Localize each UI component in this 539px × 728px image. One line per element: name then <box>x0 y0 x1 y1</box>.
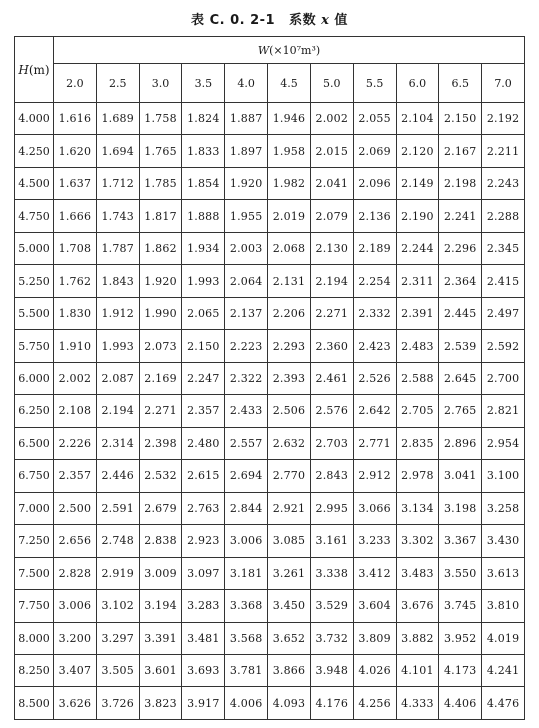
table-cell: 2.254 <box>353 265 396 297</box>
table-cell: 2.700 <box>482 362 525 394</box>
table-row <box>15 557 525 589</box>
table-caption-label: 表 C. 0. 2-1 <box>191 13 276 28</box>
table-cell: 2.015 <box>310 135 353 167</box>
column-header: 7.0 <box>482 64 525 103</box>
table-cell: 4.006 <box>225 687 268 720</box>
column-header: 5.0 <box>310 64 353 103</box>
table-row <box>15 135 525 167</box>
table-cell: 3.866 <box>268 654 311 686</box>
table-cell: 2.206 <box>268 297 311 329</box>
table-cell: 1.993 <box>96 330 139 362</box>
table-cell: 2.398 <box>139 427 182 459</box>
table-cell: 2.576 <box>310 395 353 427</box>
table-row <box>15 687 525 720</box>
table-cell: 1.910 <box>54 330 97 362</box>
table-cell: 1.616 <box>54 103 97 135</box>
row-header-cell: 4.500 <box>15 167 54 199</box>
table-cell: 3.726 <box>96 687 139 720</box>
row-header-cell: 4.250 <box>15 135 54 167</box>
table-cell: 2.954 <box>482 427 525 459</box>
table-cell: 4.173 <box>439 654 482 686</box>
table-cell: 2.656 <box>54 525 97 557</box>
table-cell: 2.364 <box>439 265 482 297</box>
table-cell: 3.181 <box>225 557 268 589</box>
table-row <box>15 492 525 524</box>
table-cell: 2.557 <box>225 427 268 459</box>
table-cell: 1.787 <box>96 232 139 264</box>
table-cell: 3.781 <box>225 654 268 686</box>
table-cell: 3.134 <box>396 492 439 524</box>
table-cell: 2.391 <box>396 297 439 329</box>
table-cell: 2.211 <box>482 135 525 167</box>
table-cell: 2.526 <box>353 362 396 394</box>
table-cell: 1.897 <box>225 135 268 167</box>
column-header: 4.0 <box>225 64 268 103</box>
table-row <box>15 525 525 557</box>
table-cell: 3.430 <box>482 525 525 557</box>
table-caption <box>0 9 539 28</box>
table-cell: 2.828 <box>54 557 97 589</box>
table-cell: 2.150 <box>439 103 482 135</box>
table-cell: 2.705 <box>396 395 439 427</box>
table-cell: 2.694 <box>225 460 268 492</box>
table-cell: 2.592 <box>482 330 525 362</box>
table-cell: 2.679 <box>139 492 182 524</box>
table-cell: 1.888 <box>182 200 225 232</box>
table-cell: 2.244 <box>396 232 439 264</box>
table-cell: 3.948 <box>310 654 353 686</box>
table-cell: 2.192 <box>482 103 525 135</box>
table-cell: 2.423 <box>353 330 396 362</box>
table-cell: 2.835 <box>396 427 439 459</box>
table-cell: 2.149 <box>396 167 439 199</box>
row-header-cell: 8.250 <box>15 654 54 686</box>
table-cell: 4.406 <box>439 687 482 720</box>
column-group-unit: (×10⁷m³) <box>269 43 321 57</box>
table-cell: 1.830 <box>54 297 97 329</box>
table-cell: 3.258 <box>482 492 525 524</box>
table-cell: 1.854 <box>182 167 225 199</box>
table-cell: 2.226 <box>54 427 97 459</box>
row-header-label <box>15 37 54 103</box>
table-cell: 2.615 <box>182 460 225 492</box>
table-cell: 2.002 <box>310 103 353 135</box>
table-cell: 2.190 <box>396 200 439 232</box>
table-cell: 2.296 <box>439 232 482 264</box>
table-cell: 2.137 <box>225 297 268 329</box>
table-cell: 3.006 <box>54 590 97 622</box>
table-cell: 2.271 <box>139 395 182 427</box>
table-cell: 2.357 <box>182 395 225 427</box>
row-header-cell: 6.750 <box>15 460 54 492</box>
table-cell: 3.302 <box>396 525 439 557</box>
table-cell: 2.332 <box>353 297 396 329</box>
table-cell: 3.041 <box>439 460 482 492</box>
table-cell: 4.101 <box>396 654 439 686</box>
table-cell: 2.068 <box>268 232 311 264</box>
table-cell: 2.433 <box>225 395 268 427</box>
table-cell: 2.247 <box>182 362 225 394</box>
table-cell: 2.019 <box>268 200 311 232</box>
table-column-header-row <box>15 64 525 103</box>
table-row <box>15 427 525 459</box>
table-cell: 4.476 <box>482 687 525 720</box>
table-cell: 2.073 <box>139 330 182 362</box>
row-header-cell: 5.750 <box>15 330 54 362</box>
table-cell: 2.446 <box>96 460 139 492</box>
table-cell: 3.550 <box>439 557 482 589</box>
row-header-cell: 5.000 <box>15 232 54 264</box>
table-cell: 1.920 <box>139 265 182 297</box>
table-cell: 2.843 <box>310 460 353 492</box>
row-header-unit: (m) <box>28 62 50 77</box>
table-cell: 2.844 <box>225 492 268 524</box>
table-cell: 2.041 <box>310 167 353 199</box>
table-cell: 2.445 <box>439 297 482 329</box>
table-cell: 2.770 <box>268 460 311 492</box>
table-cell: 3.952 <box>439 622 482 654</box>
table-caption-suffix: 值 <box>334 13 348 28</box>
table-cell: 2.978 <box>396 460 439 492</box>
column-header: 6.5 <box>439 64 482 103</box>
table-body <box>15 103 525 720</box>
column-group-variable: W <box>257 43 270 57</box>
table-cell: 3.626 <box>54 687 97 720</box>
table-caption-variable: x <box>321 13 330 28</box>
table-cell: 3.368 <box>225 590 268 622</box>
table-cell: 1.743 <box>96 200 139 232</box>
table-cell: 2.079 <box>310 200 353 232</box>
table-cell: 3.505 <box>96 654 139 686</box>
table-cell: 3.529 <box>310 590 353 622</box>
table-cell: 1.666 <box>54 200 97 232</box>
table-cell: 3.085 <box>268 525 311 557</box>
table-cell: 2.169 <box>139 362 182 394</box>
table-cell: 2.150 <box>182 330 225 362</box>
table-cell: 4.176 <box>310 687 353 720</box>
table-row <box>15 200 525 232</box>
table-cell: 2.131 <box>268 265 311 297</box>
row-header-cell: 7.750 <box>15 590 54 622</box>
table-cell: 2.055 <box>353 103 396 135</box>
table-cell: 2.136 <box>353 200 396 232</box>
row-header-cell: 7.000 <box>15 492 54 524</box>
table-row <box>15 232 525 264</box>
table-cell: 3.810 <box>482 590 525 622</box>
table-cell: 1.785 <box>139 167 182 199</box>
table-cell: 3.412 <box>353 557 396 589</box>
row-header-cell: 7.500 <box>15 557 54 589</box>
table-cell: 3.917 <box>182 687 225 720</box>
table-row <box>15 395 525 427</box>
table-cell: 3.198 <box>439 492 482 524</box>
row-header-cell: 8.000 <box>15 622 54 654</box>
table-cell: 2.483 <box>396 330 439 362</box>
table-cell: 4.333 <box>396 687 439 720</box>
table-cell: 1.817 <box>139 200 182 232</box>
table-caption-prefix: 系数 <box>289 13 317 28</box>
table-cell: 2.002 <box>54 362 97 394</box>
table-row <box>15 362 525 394</box>
row-header-cell: 4.750 <box>15 200 54 232</box>
table-cell: 1.934 <box>182 232 225 264</box>
table-cell: 2.506 <box>268 395 311 427</box>
table-cell: 1.765 <box>139 135 182 167</box>
column-group-header <box>54 37 525 64</box>
table-cell: 2.194 <box>96 395 139 427</box>
column-header: 5.5 <box>353 64 396 103</box>
table-cell: 3.066 <box>353 492 396 524</box>
column-header: 2.0 <box>54 64 97 103</box>
column-header: 6.0 <box>396 64 439 103</box>
table-cell: 1.982 <box>268 167 311 199</box>
table-row <box>15 460 525 492</box>
table-cell: 2.096 <box>353 167 396 199</box>
table-cell: 1.824 <box>182 103 225 135</box>
table-cell: 1.694 <box>96 135 139 167</box>
table-cell: 3.100 <box>482 460 525 492</box>
table-cell: 2.087 <box>96 362 139 394</box>
table-cell: 2.480 <box>182 427 225 459</box>
table-row <box>15 265 525 297</box>
table-cell: 1.912 <box>96 297 139 329</box>
table-cell: 2.167 <box>439 135 482 167</box>
table-cell: 1.862 <box>139 232 182 264</box>
table-cell: 2.921 <box>268 492 311 524</box>
table-cell: 3.483 <box>396 557 439 589</box>
row-header-cell: 5.250 <box>15 265 54 297</box>
table-cell: 2.645 <box>439 362 482 394</box>
table-cell: 1.955 <box>225 200 268 232</box>
table-row <box>15 167 525 199</box>
column-header: 3.5 <box>182 64 225 103</box>
table-cell: 1.843 <box>96 265 139 297</box>
table-cell: 4.093 <box>268 687 311 720</box>
table-cell: 2.223 <box>225 330 268 362</box>
table-cell: 4.019 <box>482 622 525 654</box>
table-row <box>15 297 525 329</box>
table-cell: 3.102 <box>96 590 139 622</box>
table-cell: 2.461 <box>310 362 353 394</box>
table-cell: 3.450 <box>268 590 311 622</box>
table-cell: 1.920 <box>225 167 268 199</box>
table-cell: 3.297 <box>96 622 139 654</box>
table-cell: 3.233 <box>353 525 396 557</box>
table-cell: 2.591 <box>96 492 139 524</box>
table-cell: 3.009 <box>139 557 182 589</box>
table-cell: 2.748 <box>96 525 139 557</box>
table-cell: 2.497 <box>482 297 525 329</box>
table-cell: 2.104 <box>396 103 439 135</box>
table-cell: 1.833 <box>182 135 225 167</box>
table-cell: 4.026 <box>353 654 396 686</box>
table-cell: 1.689 <box>96 103 139 135</box>
table-cell: 2.765 <box>439 395 482 427</box>
table-cell: 3.809 <box>353 622 396 654</box>
table-cell: 2.322 <box>225 362 268 394</box>
coefficient-table <box>14 36 525 720</box>
table-cell: 2.500 <box>54 492 97 524</box>
table-cell: 3.338 <box>310 557 353 589</box>
table-cell: 2.821 <box>482 395 525 427</box>
table-cell: 2.130 <box>310 232 353 264</box>
table-cell: 3.823 <box>139 687 182 720</box>
table-cell: 2.198 <box>439 167 482 199</box>
table-cell: 2.642 <box>353 395 396 427</box>
table-cell: 2.064 <box>225 265 268 297</box>
table-cell: 2.896 <box>439 427 482 459</box>
row-header-cell: 6.250 <box>15 395 54 427</box>
table-cell: 4.256 <box>353 687 396 720</box>
table-cell: 3.693 <box>182 654 225 686</box>
table-cell: 2.345 <box>482 232 525 264</box>
table-cell: 4.241 <box>482 654 525 686</box>
table-cell: 2.241 <box>439 200 482 232</box>
column-header: 3.0 <box>139 64 182 103</box>
table-cell: 2.271 <box>310 297 353 329</box>
table-cell: 2.120 <box>396 135 439 167</box>
table-row <box>15 330 525 362</box>
table-row <box>15 103 525 135</box>
table-row <box>15 622 525 654</box>
table-cell: 1.762 <box>54 265 97 297</box>
table-cell: 2.919 <box>96 557 139 589</box>
table-cell: 2.288 <box>482 200 525 232</box>
table-cell: 2.311 <box>396 265 439 297</box>
row-header-variable: H <box>18 62 29 77</box>
row-header-cell: 4.000 <box>15 103 54 135</box>
table-cell: 3.481 <box>182 622 225 654</box>
row-header-cell: 5.500 <box>15 297 54 329</box>
table-cell: 1.758 <box>139 103 182 135</box>
table-cell: 2.194 <box>310 265 353 297</box>
table-cell: 2.703 <box>310 427 353 459</box>
table-cell: 1.620 <box>54 135 97 167</box>
table-cell: 2.069 <box>353 135 396 167</box>
table-cell: 1.712 <box>96 167 139 199</box>
table-cell: 3.200 <box>54 622 97 654</box>
row-header-cell: 8.500 <box>15 687 54 720</box>
table-header-row-group <box>15 37 525 64</box>
table-cell: 2.588 <box>396 362 439 394</box>
row-header-cell: 7.250 <box>15 525 54 557</box>
row-header-cell: 6.500 <box>15 427 54 459</box>
table-cell: 2.357 <box>54 460 97 492</box>
table-cell: 2.838 <box>139 525 182 557</box>
table-cell: 2.065 <box>182 297 225 329</box>
column-header: 4.5 <box>268 64 311 103</box>
table-cell: 2.771 <box>353 427 396 459</box>
table-cell: 3.676 <box>396 590 439 622</box>
table-cell: 3.732 <box>310 622 353 654</box>
table-cell: 2.314 <box>96 427 139 459</box>
table-cell: 2.360 <box>310 330 353 362</box>
table-cell: 2.108 <box>54 395 97 427</box>
table-cell: 2.539 <box>439 330 482 362</box>
table-cell: 3.006 <box>225 525 268 557</box>
table-cell: 3.194 <box>139 590 182 622</box>
table-cell: 3.407 <box>54 654 97 686</box>
table-cell: 1.958 <box>268 135 311 167</box>
table-cell: 3.568 <box>225 622 268 654</box>
table-cell: 3.613 <box>482 557 525 589</box>
table-cell: 3.882 <box>396 622 439 654</box>
table-cell: 3.601 <box>139 654 182 686</box>
table-row <box>15 590 525 622</box>
table-row <box>15 654 525 686</box>
table-cell: 1.946 <box>268 103 311 135</box>
table-cell: 3.745 <box>439 590 482 622</box>
table-cell: 1.887 <box>225 103 268 135</box>
table-cell: 3.391 <box>139 622 182 654</box>
table-cell: 1.993 <box>182 265 225 297</box>
table-cell: 2.415 <box>482 265 525 297</box>
table-cell: 1.637 <box>54 167 97 199</box>
table-cell: 2.393 <box>268 362 311 394</box>
table-cell: 3.097 <box>182 557 225 589</box>
table-cell: 2.003 <box>225 232 268 264</box>
table-cell: 3.604 <box>353 590 396 622</box>
table-cell: 3.652 <box>268 622 311 654</box>
table-cell: 2.243 <box>482 167 525 199</box>
column-header: 2.5 <box>96 64 139 103</box>
table-cell: 2.532 <box>139 460 182 492</box>
table-cell: 1.708 <box>54 232 97 264</box>
table-cell: 2.632 <box>268 427 311 459</box>
table-cell: 2.189 <box>353 232 396 264</box>
table-cell: 2.912 <box>353 460 396 492</box>
table-cell: 1.990 <box>139 297 182 329</box>
table-cell: 3.161 <box>310 525 353 557</box>
table-cell: 3.261 <box>268 557 311 589</box>
table-cell: 2.763 <box>182 492 225 524</box>
table-cell: 3.367 <box>439 525 482 557</box>
table-cell: 3.283 <box>182 590 225 622</box>
table-cell: 2.995 <box>310 492 353 524</box>
row-header-cell: 6.000 <box>15 362 54 394</box>
table-cell: 2.923 <box>182 525 225 557</box>
table-cell: 2.293 <box>268 330 311 362</box>
